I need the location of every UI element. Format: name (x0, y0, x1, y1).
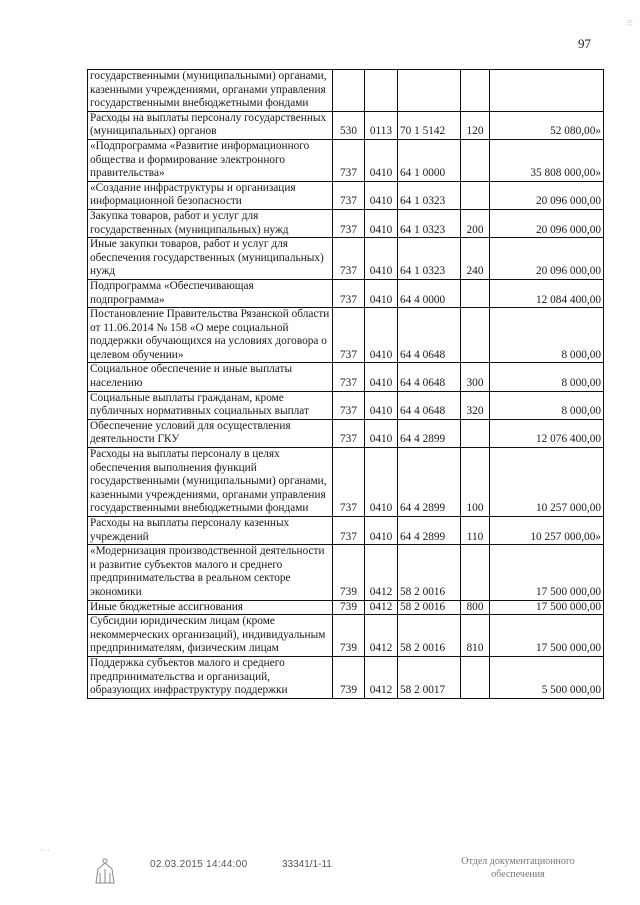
row-code-2-cell (365, 70, 398, 112)
row-code-1-cell: 737 (333, 448, 365, 517)
row-code-3-cell: 58 2 0016 (398, 615, 461, 657)
row-amount-cell: 20 096 000,00 (490, 181, 604, 209)
table-row (88, 656, 604, 698)
row-code-3-cell: 64 4 2899 (398, 517, 461, 545)
row-name-cell: Обеспечение условий для осуществления деятельности ГКУ (88, 419, 333, 447)
row-name-cell: Социальное обеспечение и иные выплаты населению (88, 363, 333, 391)
row-amount-cell: 5 500 000,00 (490, 656, 604, 698)
row-code-4-cell: 300 (461, 363, 490, 391)
row-code-3-cell: 64 1 0000 (398, 139, 461, 181)
budget-table (87, 69, 604, 699)
row-amount-cell (490, 70, 604, 112)
row-amount-cell: 17 500 000,00 (490, 615, 604, 657)
footer-timestamp: 02.03.2015 14:44:00 (150, 859, 248, 870)
row-code-2-cell: 0410 (365, 517, 398, 545)
table-row (88, 600, 604, 615)
row-name-cell: Расходы на выплаты персоналу в целях обеспечения выполнения функций государственными (муниципальными) органами, казенными учреждениями, органами управления государственными внебюджетными фондами (88, 448, 333, 517)
row-code-4-cell: 800 (461, 600, 490, 615)
row-code-3-cell: 64 4 2899 (398, 419, 461, 447)
row-code-2-cell: 0410 (365, 391, 398, 419)
row-amount-cell: 20 096 000,00 (490, 238, 604, 280)
row-name-cell: Подпрограмма «Обеспечивающая подпрограмма» (88, 279, 333, 307)
row-code-3-cell (398, 70, 461, 112)
row-code-1-cell: 739 (333, 656, 365, 698)
footer-department-stamp (448, 855, 588, 881)
row-code-2-cell: 0410 (365, 279, 398, 307)
row-name-cell: Расходы на выплаты персоналу казенных учреждений (88, 517, 333, 545)
row-amount-cell: 17 500 000,00 (490, 600, 604, 615)
row-amount-cell: 8 000,00 (490, 391, 604, 419)
row-name-cell: «Создание инфраструктуры и организация информационной безопасности (88, 181, 333, 209)
footer-document-code: 33341/1-11 (282, 859, 332, 870)
row-amount-cell: 12 076 400,00 (490, 419, 604, 447)
row-code-3-cell: 64 4 0648 (398, 363, 461, 391)
row-code-2-cell: 0410 (365, 363, 398, 391)
table-row (88, 209, 604, 237)
table-row (88, 448, 604, 517)
row-code-4-cell: 100 (461, 448, 490, 517)
table-row (88, 545, 604, 600)
row-code-1-cell: 737 (333, 238, 365, 280)
row-name-cell: государственными (муниципальными) органами, казенными учреждениями, органами управления государственными внебюджетными фондами (88, 70, 333, 112)
row-code-3-cell: 64 4 0648 (398, 391, 461, 419)
row-code-4-cell (461, 419, 490, 447)
row-code-3-cell: 58 2 0016 (398, 545, 461, 600)
row-amount-cell: 8 000,00 (490, 308, 604, 363)
page-number: 97 (578, 36, 591, 51)
row-name-cell: Иные бюджетные ассигнования (88, 600, 333, 615)
row-name-cell: Расходы на выплаты персоналу государственных (муниципальных) органов (88, 111, 333, 139)
table-row (88, 419, 604, 447)
row-code-1-cell: 739 (333, 615, 365, 657)
row-amount-cell: 35 808 000,00» (490, 139, 604, 181)
row-code-2-cell: 0410 (365, 308, 398, 363)
row-code-3-cell: 64 4 0000 (398, 279, 461, 307)
row-code-2-cell: 0412 (365, 615, 398, 657)
row-code-2-cell: 0410 (365, 238, 398, 280)
row-code-1-cell: 737 (333, 209, 365, 237)
row-code-4-cell: 240 (461, 238, 490, 280)
row-code-2-cell: 0410 (365, 139, 398, 181)
row-code-2-cell: 0410 (365, 448, 398, 517)
table-row (88, 139, 604, 181)
row-name-cell: Социальные выплаты гражданам, кроме публичных нормативных социальных выплат (88, 391, 333, 419)
row-code-3-cell: 58 2 0016 (398, 600, 461, 615)
row-code-2-cell: 0410 (365, 181, 398, 209)
row-amount-cell: 10 257 000,00» (490, 517, 604, 545)
row-code-1-cell: 737 (333, 279, 365, 307)
row-code-3-cell: 64 1 0323 (398, 209, 461, 237)
row-name-cell: «Подпрограмма «Развитие информационного общества и формирование электронного правительства» (88, 139, 333, 181)
row-code-3-cell: 64 1 0323 (398, 181, 461, 209)
row-amount-cell: 17 500 000,00 (490, 545, 604, 600)
row-amount-cell: 12 084 400,00 (490, 279, 604, 307)
row-code-1-cell (333, 70, 365, 112)
row-name-cell: Постановление Правительства Рязанской области от 11.06.2014 № 158 «О мере социальной поддержки обучающихся на условиях договора о целевом обучении» (88, 308, 333, 363)
footer-dept-line2: обеспечения (491, 869, 545, 880)
row-name-cell: Закупка товаров, работ и услуг для государственных (муниципальных) нужд (88, 209, 333, 237)
table-row (88, 517, 604, 545)
table-row (88, 615, 604, 657)
row-amount-cell: 10 257 000,00 (490, 448, 604, 517)
row-code-4-cell (461, 279, 490, 307)
row-amount-cell: 52 080,00» (490, 111, 604, 139)
row-code-4-cell: 200 (461, 209, 490, 237)
row-code-1-cell: 737 (333, 391, 365, 419)
table-row (88, 70, 604, 112)
row-code-4-cell (461, 656, 490, 698)
table-row (88, 279, 604, 307)
row-code-1-cell: 737 (333, 308, 365, 363)
row-code-1-cell: 737 (333, 139, 365, 181)
budget-table-body (88, 70, 604, 699)
row-code-4-cell (461, 308, 490, 363)
table-row (88, 111, 604, 139)
row-code-2-cell: 0113 (365, 111, 398, 139)
row-name-cell: Субсидии юридическим лицам (кроме некоммерческих организаций), индивидуальным предпринимателям, физическим лицам (88, 615, 333, 657)
row-code-1-cell: 737 (333, 363, 365, 391)
row-code-3-cell: 64 4 0648 (398, 308, 461, 363)
row-code-1-cell: 530 (333, 111, 365, 139)
table-row (88, 391, 604, 419)
side-margin-mark: ||| (626, 20, 632, 27)
coat-of-arms-icon (88, 855, 122, 889)
row-code-4-cell: 110 (461, 517, 490, 545)
row-amount-cell: 20 096 000,00 (490, 209, 604, 237)
row-code-3-cell: 58 2 0017 (398, 656, 461, 698)
footer-dept-line1: Отдел документационного (461, 856, 575, 867)
table-row (88, 363, 604, 391)
row-code-4-cell (461, 545, 490, 600)
row-name-cell: Иные закупки товаров, работ и услуг для обеспечения государственных (муниципальных) нужд (88, 238, 333, 280)
row-code-4-cell: 120 (461, 111, 490, 139)
row-code-1-cell: 737 (333, 419, 365, 447)
row-code-1-cell: 739 (333, 545, 365, 600)
row-amount-cell: 8 000,00 (490, 363, 604, 391)
row-code-4-cell (461, 181, 490, 209)
table-row (88, 238, 604, 280)
margin-scribble: ·· · (40, 846, 50, 855)
row-code-4-cell (461, 70, 490, 112)
row-code-1-cell: 739 (333, 600, 365, 615)
row-code-4-cell: 810 (461, 615, 490, 657)
row-code-3-cell: 64 4 2899 (398, 448, 461, 517)
table-row (88, 308, 604, 363)
row-code-3-cell: 64 1 0323 (398, 238, 461, 280)
row-code-2-cell: 0410 (365, 209, 398, 237)
row-name-cell: «Модернизация производственной деятельности и развитие субъектов малого и среднего предпринимательства в реальном секторе экономики (88, 545, 333, 600)
row-name-cell: Поддержка субъектов малого и среднего предпринимательства и организаций, образующих инфраструктуру поддержки (88, 656, 333, 698)
row-code-2-cell: 0412 (365, 545, 398, 600)
row-code-1-cell: 737 (333, 517, 365, 545)
row-code-1-cell: 737 (333, 181, 365, 209)
row-code-2-cell: 0412 (365, 656, 398, 698)
row-code-2-cell: 0412 (365, 600, 398, 615)
row-code-4-cell (461, 139, 490, 181)
row-code-3-cell: 70 1 5142 (398, 111, 461, 139)
table-row (88, 181, 604, 209)
row-code-2-cell: 0410 (365, 419, 398, 447)
row-code-4-cell: 320 (461, 391, 490, 419)
